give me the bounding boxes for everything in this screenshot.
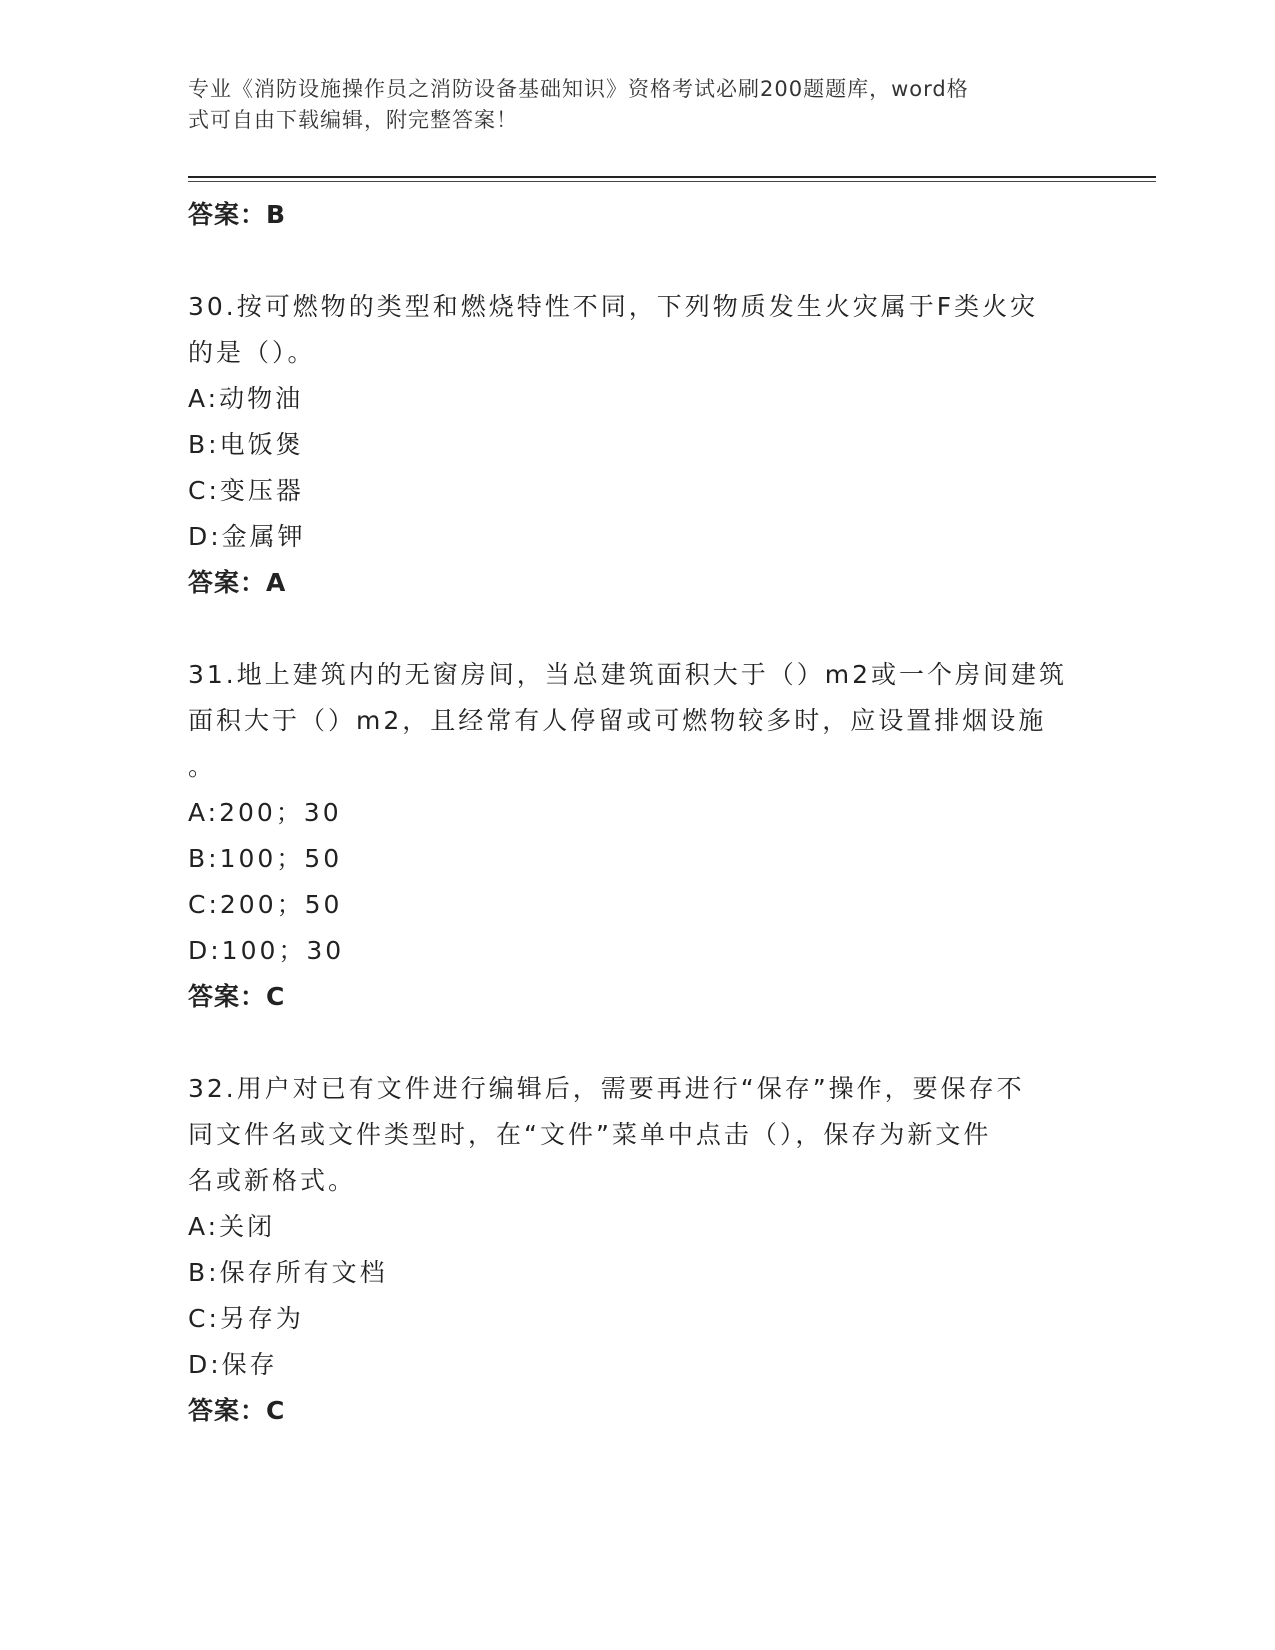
question-text-line: 同文件名或文件类型时，在“文件”菜单中点击（），保存为新文件 [188,1120,992,1149]
question-text-line: 31.地上建筑内的无窗房间，当总建筑面积大于（）m2或一个房间建筑 [188,660,1068,689]
question-text-line: 30.按可燃物的类型和燃烧特性不同，下列物质发生火灾属于F类火灾 [188,292,1039,321]
question-text-line: 面积大于（）m2，且经常有人停留或可燃物较多时，应设置排烟设施 [188,706,1047,735]
question-text-line: 。 [188,752,217,781]
option-d: D:保存 [188,1350,278,1379]
question-32 [188,1066,1088,1434]
question-31 [188,652,1088,1020]
question-30 [188,284,1088,606]
option-a: A:200；30 [188,798,342,827]
option-b: B:电饭煲 [188,430,304,459]
question-text-line: 32.用户对已有文件进行编辑后，需要再进行“保存”操作，要保存不 [188,1074,1025,1103]
answer: 答案：C [188,1396,286,1425]
option-d: D:金属钾 [188,522,306,551]
question-list [188,192,1088,1434]
question-text-line: 的是（）。 [188,338,316,367]
option-c: C:200；50 [188,890,343,919]
header-divider-thick [188,176,1156,178]
header-line-2: 式可自由下载编辑，附完整答案！ [188,108,518,132]
previous-answer: 答案：B [188,200,287,229]
option-a: A:关闭 [188,1212,276,1241]
answer: 答案：A [188,568,287,597]
option-a: A:动物油 [188,384,304,413]
header-divider-thin [188,181,1156,182]
option-b: B:100；50 [188,844,343,873]
option-d: D:100；30 [188,936,345,965]
option-c: C:变压器 [188,476,304,505]
option-c: C:另存为 [188,1304,304,1333]
header-line-1: 专业《消防设施操作员之消防设备基础知识》资格考试必刷200题题库，word格 [188,77,969,101]
answer: 答案：C [188,982,286,1011]
question-text-line: 名或新格式。 [188,1166,357,1195]
document-header [188,74,1088,136]
option-b: B:保存所有文档 [188,1258,388,1287]
